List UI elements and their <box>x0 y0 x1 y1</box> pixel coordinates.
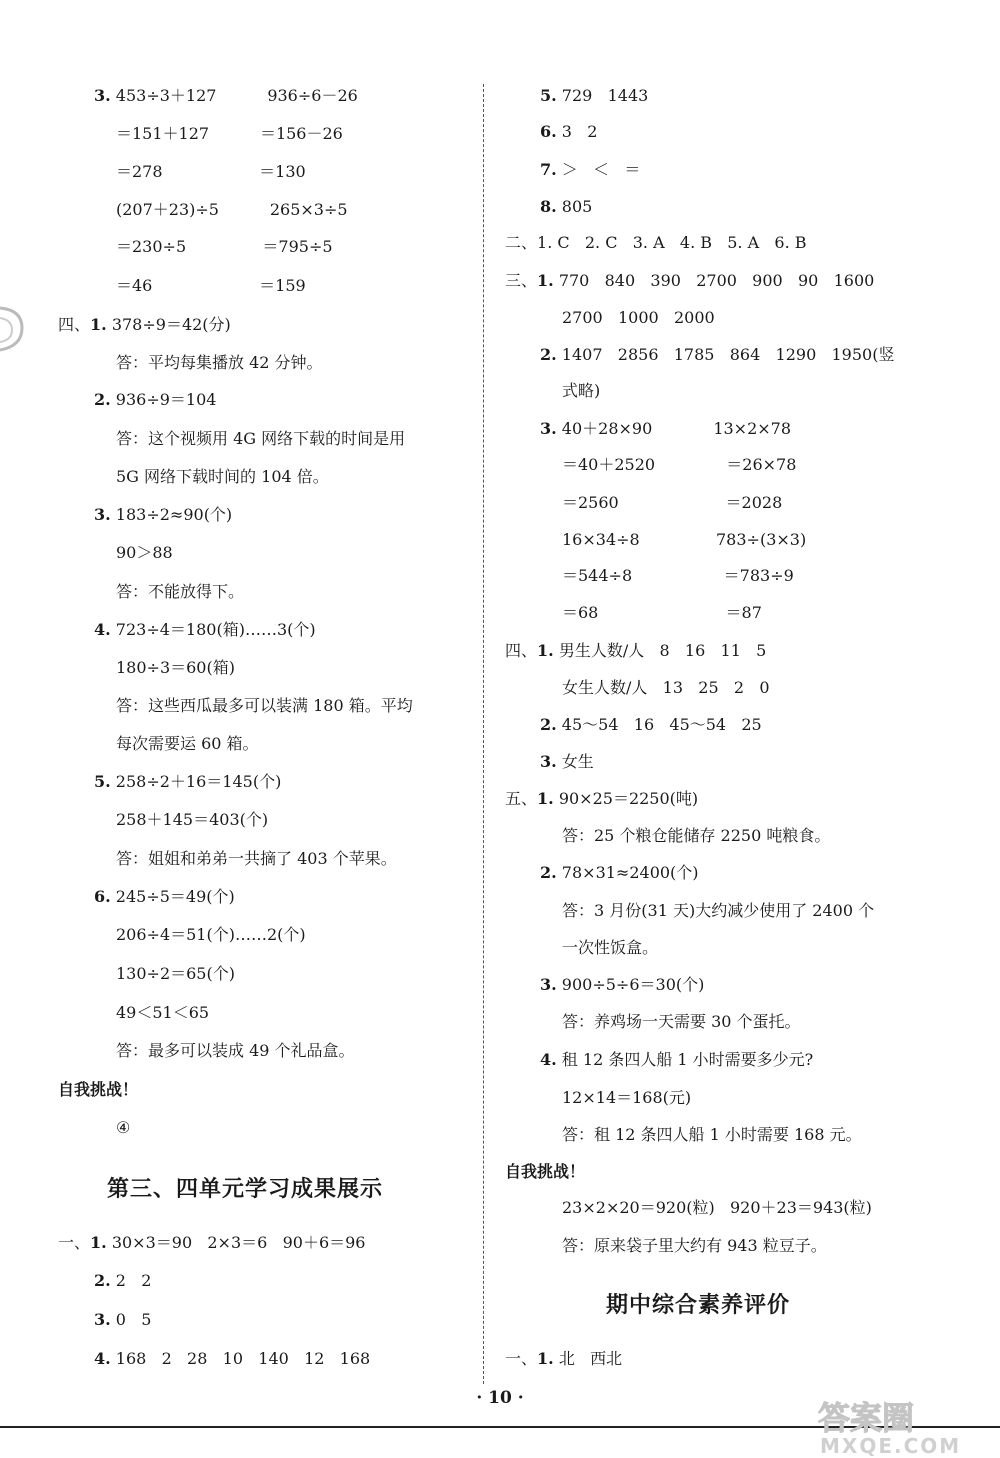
answer-text: 30×3＝90 2×3＝6 90＋6＝96 <box>111 1233 366 1252</box>
answer-line <box>58 1233 365 1253</box>
answer-text: 900÷5÷6＝30(个) <box>561 975 705 994</box>
answer-text: 453÷3＋127 936÷6－26 <box>115 86 358 105</box>
item-number: 4. <box>94 620 111 639</box>
answer-text: 租 12 条四人船 1 小时需要多少元? <box>561 1050 814 1069</box>
answer-text: 女生 <box>561 752 594 771</box>
answer-line <box>94 390 216 410</box>
item-number: 1. <box>90 315 107 334</box>
watermark-bottom-text: MXQE.COM <box>820 1434 962 1458</box>
answer-line <box>562 1012 801 1032</box>
answer-text: 180÷3＝60(箱) <box>116 658 235 677</box>
binding-mark-icon <box>0 300 30 360</box>
answer-text: 206÷4＝51(个)……2(个) <box>116 925 306 944</box>
answer-text: 258÷2＋16＝145(个) <box>115 772 282 791</box>
answer-text: ＝151＋127 ＝156－26 <box>116 124 343 143</box>
item-number: 1. <box>537 1349 554 1368</box>
section-marker: 五、 <box>505 789 538 808</box>
answer-line <box>116 849 397 869</box>
answer-line <box>562 1198 872 1218</box>
answer-text: 0 5 <box>115 1310 152 1329</box>
answer-line <box>116 467 329 487</box>
answer-line <box>540 160 640 180</box>
answer-line <box>94 1310 151 1330</box>
answer-text: 258＋145＝403(个) <box>116 810 269 829</box>
answer-text: 答：这个视频用 4G 网络下载的时间是用 <box>116 429 406 448</box>
item-number: 3. <box>540 752 557 771</box>
answer-text: (207＋23)÷5 265×3÷5 <box>116 200 348 219</box>
answer-line <box>116 734 259 754</box>
answer-text: 答：姐姐和弟弟一共摘了 403 个苹果。 <box>116 849 397 868</box>
item-number: 3. <box>94 86 111 105</box>
answer-text: ＝2560 ＝2028 <box>562 493 783 512</box>
answer-text: ＝230÷5 ＝795÷5 <box>116 237 333 256</box>
answer-line <box>562 603 762 623</box>
answer-text: 90＞88 <box>116 543 173 562</box>
challenge-heading: 自我挑战！ <box>505 1162 586 1181</box>
answer-line <box>94 86 358 106</box>
answer-text: ＞ ＜ ＝ <box>561 160 641 179</box>
answer-line <box>540 122 597 142</box>
answer-line <box>540 419 791 439</box>
answer-text: 130÷2＝65(个) <box>116 964 235 983</box>
answer-line <box>116 1041 355 1061</box>
answer-text: 183÷2≈90(个) <box>115 505 233 524</box>
answer-line <box>562 938 658 958</box>
answer-text: ＝68 ＝87 <box>562 603 762 622</box>
answer-text: 12×14＝168(元) <box>562 1088 692 1107</box>
answer-line <box>505 1162 585 1182</box>
answer-text: 男生人数/人 8 16 11 5 <box>558 641 767 660</box>
answer-text: 936÷9＝104 <box>115 390 217 409</box>
answer-line <box>94 1349 370 1369</box>
answer-line <box>505 641 766 661</box>
answer-text: 答：平均每集播放 42 分钟。 <box>116 353 323 372</box>
item-number: 2. <box>94 1271 111 1290</box>
answer-text: 40＋28×90 13×2×78 <box>561 419 792 438</box>
item-number: 2. <box>540 345 557 364</box>
answer-text: 北 西北 <box>558 1349 623 1368</box>
answer-line <box>562 455 796 475</box>
section-marker: 二、 <box>505 233 538 252</box>
answer-line <box>562 901 874 921</box>
page-number: · 10 · <box>476 1388 524 1408</box>
item-number: 7. <box>540 160 557 179</box>
section-marker: 一、 <box>58 1233 91 1252</box>
answer-text: 一次性饭盒。 <box>562 938 659 957</box>
answer-line <box>562 1125 862 1145</box>
answer-line <box>116 276 306 296</box>
item-number: 6. <box>540 122 557 141</box>
answer-line <box>540 1050 813 1070</box>
item-number: 1. <box>537 641 554 660</box>
answer-text: 723÷4＝180(箱)……3(个) <box>115 620 316 639</box>
answer-text: 式略) <box>562 381 601 400</box>
answer-text: 5G 网络下载时间的 104 倍。 <box>116 467 329 486</box>
answer-line <box>562 678 770 698</box>
section-title-unit-3-4: 第三、四单元学习成果展示 <box>107 1177 384 1202</box>
answer-text: 3 2 <box>561 122 598 141</box>
answer-line <box>540 197 592 217</box>
answer-text: 49＜51＜65 <box>116 1003 210 1022</box>
item-number: 1. <box>90 1233 107 1252</box>
answer-line <box>58 1080 138 1100</box>
answer-line <box>116 925 306 945</box>
answer-line <box>116 543 173 563</box>
item-number: 8. <box>540 197 557 216</box>
answer-text: 1407 2856 1785 864 1290 1950(竖 <box>561 345 895 364</box>
answer-line <box>116 964 235 984</box>
answer-text: ＝278 ＝130 <box>116 162 306 181</box>
watermark-logo <box>808 1395 998 1458</box>
answer-line <box>116 162 306 182</box>
answer-text: 答：不能放得下。 <box>116 582 245 601</box>
item-number: 3. <box>94 505 111 524</box>
answer-line <box>116 810 268 830</box>
answer-text: 每次需要运 60 箱。 <box>116 734 259 753</box>
answer-line <box>540 715 762 735</box>
answer-text: 女生人数/人 13 25 2 0 <box>562 678 770 697</box>
answer-text: 答：最多可以装成 49 个礼品盒。 <box>116 1041 355 1060</box>
item-number: 2. <box>94 390 111 409</box>
answer-line <box>562 826 830 846</box>
answer-text: 90×25＝2250(吨) <box>558 789 699 808</box>
answer-text: 1. C 2. C 3. A 4. B 5. A 6. B <box>537 233 807 252</box>
answer-line <box>540 752 594 772</box>
answer-line <box>58 315 231 335</box>
answer-line <box>116 353 323 373</box>
answer-text: 答：租 12 条四人船 1 小时需要 168 元。 <box>562 1125 862 1144</box>
answer-text: 答：这些西瓜最多可以装满 180 箱。平均 <box>116 696 413 715</box>
answer-line <box>116 237 333 257</box>
answer-text: 805 <box>561 197 593 216</box>
answer-line <box>116 1003 209 1023</box>
answer-line <box>116 696 413 716</box>
column-divider <box>483 84 484 1384</box>
item-number: 3. <box>540 419 557 438</box>
answer-line <box>116 1118 130 1138</box>
answer-text: ④ <box>116 1118 131 1137</box>
answer-text: 770 840 390 2700 900 90 1600 <box>558 271 875 290</box>
answer-line <box>94 620 316 640</box>
answer-line <box>540 345 894 365</box>
answer-text: 答：养鸡场一天需要 30 个蛋托。 <box>562 1012 801 1031</box>
answer-line <box>540 975 704 995</box>
section-marker: 三、 <box>505 271 538 290</box>
answer-line <box>116 429 405 449</box>
answer-line <box>540 86 648 106</box>
answer-line <box>505 271 874 291</box>
answer-line <box>94 1271 151 1291</box>
item-number: 5. <box>540 86 557 105</box>
answer-line <box>562 530 806 550</box>
item-number: 2. <box>540 715 557 734</box>
section-marker: 四、 <box>505 641 538 660</box>
answer-text: 答：3 月份(31 天)大约减少使用了 2400 个 <box>562 901 875 920</box>
answer-line <box>562 381 600 401</box>
answer-line <box>505 1349 622 1369</box>
answer-text: ＝40＋2520 ＝26×78 <box>562 455 797 474</box>
item-number: 4. <box>94 1349 111 1368</box>
answer-text: 2700 1000 2000 <box>562 308 715 327</box>
answer-text: ＝46 ＝159 <box>116 276 306 295</box>
item-number: 2. <box>540 863 557 882</box>
item-number: 4. <box>540 1050 557 1069</box>
answer-line <box>116 200 348 220</box>
answer-text: 答：原来袋子里大约有 943 粒豆子。 <box>562 1236 827 1255</box>
answer-text: 23×2×20＝920(粒) 920＋23＝943(粒) <box>562 1198 872 1217</box>
challenge-heading: 自我挑战！ <box>58 1080 139 1099</box>
answer-line <box>540 863 699 883</box>
answer-line <box>505 233 807 253</box>
answer-text: 78×31≈2400(个) <box>561 863 699 882</box>
answer-line <box>562 493 782 513</box>
answer-text: 45～54 16 45～54 25 <box>561 715 762 734</box>
answer-line <box>505 789 698 809</box>
section-title-midterm: 期中综合素养评价 <box>606 1293 791 1318</box>
item-number: 1. <box>537 789 554 808</box>
answer-line <box>116 124 343 144</box>
answer-line <box>116 658 235 678</box>
section-marker: 四、 <box>58 315 91 334</box>
item-number: 5. <box>94 772 111 791</box>
item-number: 3. <box>540 975 557 994</box>
answer-text: ＝544÷8 ＝783÷9 <box>562 566 794 585</box>
answer-line <box>562 566 794 586</box>
answer-line <box>94 887 235 907</box>
item-number: 6. <box>94 887 111 906</box>
answer-text: 729 1443 <box>561 86 649 105</box>
item-number: 1. <box>537 271 554 290</box>
answer-text: 2 2 <box>115 1271 152 1290</box>
item-number: 3. <box>94 1310 111 1329</box>
answer-line <box>562 308 715 328</box>
answer-line <box>562 1236 827 1256</box>
answer-text: 答：25 个粮仓能储存 2250 吨粮食。 <box>562 826 831 845</box>
answer-text: 245÷5＝49(个) <box>115 887 235 906</box>
answer-text: 16×34÷8 783÷(3×3) <box>562 530 807 549</box>
answer-line <box>116 582 244 602</box>
watermark-top-text: 答案圈 <box>818 1399 915 1437</box>
answer-text: 378÷9＝42(分) <box>111 315 231 334</box>
answer-line <box>94 772 281 792</box>
answer-text: 168 2 28 10 140 12 168 <box>115 1349 371 1368</box>
section-marker: 一、 <box>505 1349 538 1368</box>
answer-line <box>562 1088 691 1108</box>
answer-line <box>94 505 232 525</box>
